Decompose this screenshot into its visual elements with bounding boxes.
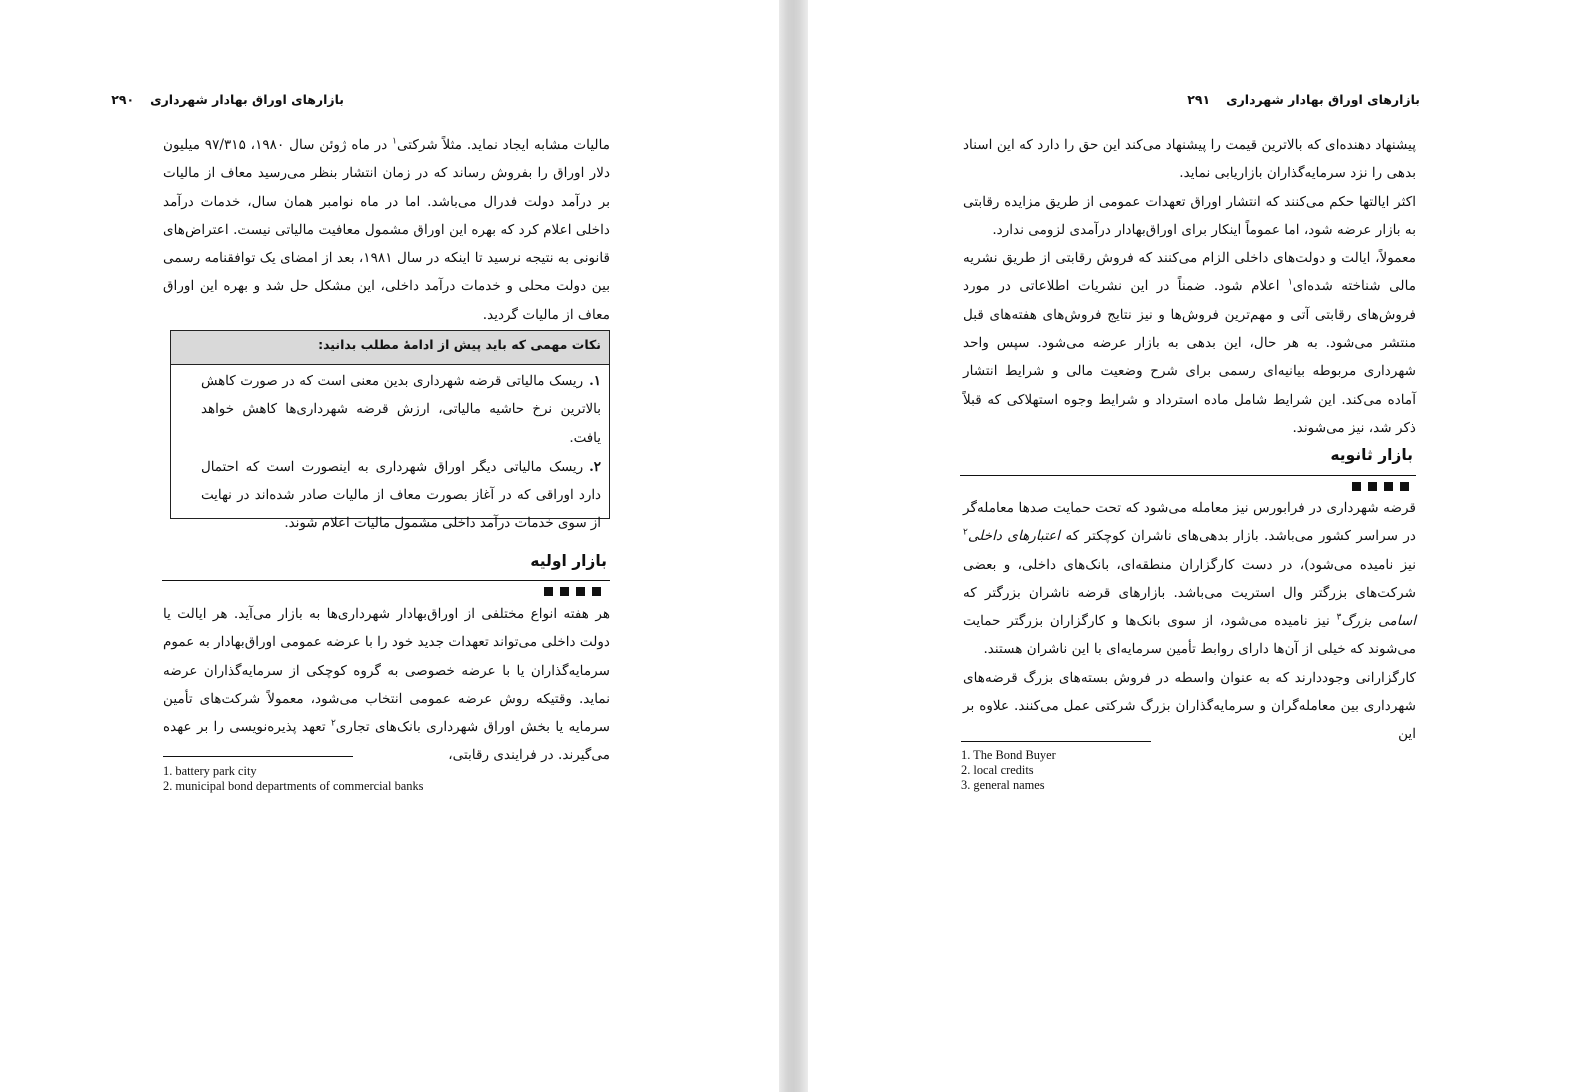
footnote-rule xyxy=(163,756,353,757)
footnote-ref: ۱ xyxy=(1287,277,1293,288)
paragraph: اکثر ایالتها حکم می‌کنند که انتشار اوراق تعهدات عمومی از طریق مزایده رقابتی به بازار عرضه شود، اما عموماً اینکار برای اوراق‌بهادار درآمدی لزومی ندارد. xyxy=(963,193,1416,238)
section-ornament xyxy=(544,587,601,596)
right-page xyxy=(808,0,1585,1092)
footnote-ref: ۲ xyxy=(330,718,336,729)
page-number: ۲۹۱ xyxy=(1187,92,1211,107)
footnote: 1. battery park city xyxy=(163,764,257,778)
section-rule xyxy=(960,475,1416,476)
key-points-title: نکات مهمی که باید پیش از ادامۀ مطلب بدانید: xyxy=(171,331,609,365)
left-page xyxy=(0,0,779,1092)
section-title-primary-market: بازار اولیه xyxy=(530,552,607,570)
running-head-title: بازارهای اوراق بهادار شهرداری xyxy=(1226,92,1420,107)
page-gutter xyxy=(779,0,808,1092)
paragraph: قرضه شهرداری در فرابورس نیز معامله می‌شود که تحت حمایت صدها معامله‌گر در سراسر کشور می‌باشد. بازار بدهی‌های ناشران کوچکتر که اعتبارهای داخلی$^۲$ نیز نامیده می‌شود)، در دست کارگزاران منطقه‌ای، بانک‌های داخلی، و بعضی شرکت‌های بزرگتر وال استریت می‌باشد. بازارهای قرضه ناشران بزرگتر که اسامی بزرگ$^۳$ نیز نامیده می‌شود، از سوی بانک‌ها و کارگزاران بزرگتر حمایت می‌شوند که خیلی از آن‌ها دارای روابط تأمین سرمایه‌ای با این ناشران هستند. xyxy=(963,500,1417,658)
footnote-ref: ۳ xyxy=(1336,612,1342,623)
running-head-right xyxy=(1187,92,1420,107)
footnote-rule xyxy=(961,741,1151,742)
paragraph: پیشنهاد دهنده‌ای که بالاترین قیمت را پیشنهاد می‌کند این حق را دارد که این اسناد بدهی را نزد سرمایه‌گذاران بازاریابی نماید. xyxy=(963,137,1416,182)
running-head-left xyxy=(111,92,344,107)
footnote: 1. The Bond Buyer xyxy=(961,748,1056,762)
page-number: ۲۹۰ xyxy=(111,92,135,107)
left-paragraph-2 xyxy=(163,600,610,770)
footnote: 2. municipal bond departments of commercial banks xyxy=(163,779,424,793)
footnote-ref: ۱ xyxy=(392,136,397,147)
footnotes-left xyxy=(163,764,423,794)
running-head-title: بازارهای اوراق بهادار شهرداری xyxy=(150,92,344,107)
paragraph: معمولاً، ایالت و دولت‌های داخلی الزام می‌کنند که فروش رقابتی از طریق نشریه مالی شناخته شده‌ای$^۱$ اعلام شود. ضمناً در این نشریات اطلاعاتی در مورد فروش‌های رقابتی آتی و مهم‌ترین فروش‌ها و نیز نتایج فروش‌های هفته‌های قبل منتشر می‌شود. به هر حال، این بدهی به بازار عرضه می‌شود. سپس واحد شهرداری مربوطه بیانیه‌ای رسمی برای شرح وضعیت مالی و شرایط انتشار آماده می‌کند. این شرایط شامل ماده استرداد و شرایط وجوه استهلاکی که قبلاً ذکر شد، نیز می‌شوند. xyxy=(963,250,1416,436)
paragraph: هر هفته انواع مختلفی از اوراق‌بهادار شهرداری‌ها به بازار می‌آید. هر ایالت یا دولت داخلی می‌تواند تعهدات جدید خود را با عرضه عمومی اوراق‌بهادار به عموم سرمایه‌گذاران یا با عرضه خصوصی به گروه کوچکی از سرمایه‌گذاران عرضه نماید. وقتیکه روش عرضه عمومی انتخاب می‌شود، معمولاً شرکت‌های تأمین سرمایه یا بخش اوراق شهرداری بانک‌های تجاری$^۲$ تعهد پذیره‌نویسی را بر عهده می‌گیرند. در فرایندی رقابتی، xyxy=(162,606,610,764)
section-title-secondary-market: بازار ثانویه xyxy=(1330,446,1413,464)
footnote-ref: ۲ xyxy=(963,527,968,538)
footnote: 3. general names xyxy=(961,778,1045,792)
left-paragraph-1 xyxy=(163,131,610,329)
footnotes-right xyxy=(961,748,1056,793)
section-rule xyxy=(162,580,610,581)
key-points-box xyxy=(170,330,610,532)
footnote: 2. local credits xyxy=(961,763,1034,777)
section-ornament xyxy=(1352,482,1409,491)
paragraph: مالیات مشابه ایجاد نماید. مثلاً شرکتی$^۱$ در ماه ژوئن سال ۱۹۸۰، ۹۷/۳۱۵ میلیون دلار اوراق را بفروش رساند که در زمان انتشار بنظر می‌رسید معاف از مالیات بر درآمد دولت فدرال می‌باشد. اما در ماه نوامبر همان سال، خدمات درآمد داخلی اعلام کرد که بهره این اوراق مشمول معافیت مالیاتی نیست. اعتراض‌های قانونی به نتیجه نرسید تا اینکه در سال ۱۹۸۱، بعد از امضای یک توافقنامه رسمی بین دولت محلی و خدمات درآمد داخلی، این مشکل حل شد و بهره این اوراق معاف از مالیات گردید. xyxy=(163,136,610,323)
key-point-item: ۲.ریسک مالیاتی دیگر اوراق شهرداری به اینصورت است که احتمال دارد اوراقی که در آغاز بصورت معاف از مالیات صادر شده‌اند در نهایت از سوی خدمات درآمد داخلی مشمول مالیات اعلام شوند. xyxy=(201,458,601,532)
paragraph: کارگزارانی وجوددارند که به عنوان واسطه در فروش بسته‌های بزرگ قرضه‌های شهرداری بین معامله‌گران و سرمایه‌گذاران بزرگ شرکتی عمل می‌کنند. علاوه بر این xyxy=(963,669,1416,743)
right-paragraphs-bottom xyxy=(963,494,1416,749)
key-point-item: ۱.ریسک مالیاتی قرضه شهرداری بدین معنی است که در صورت کاهش بالاترین نرخ حاشیه مالیاتی، ارزش قرضه شهرداری‌ها کاهش خواهد یافت. xyxy=(201,373,601,446)
right-paragraphs-top xyxy=(963,131,1416,442)
